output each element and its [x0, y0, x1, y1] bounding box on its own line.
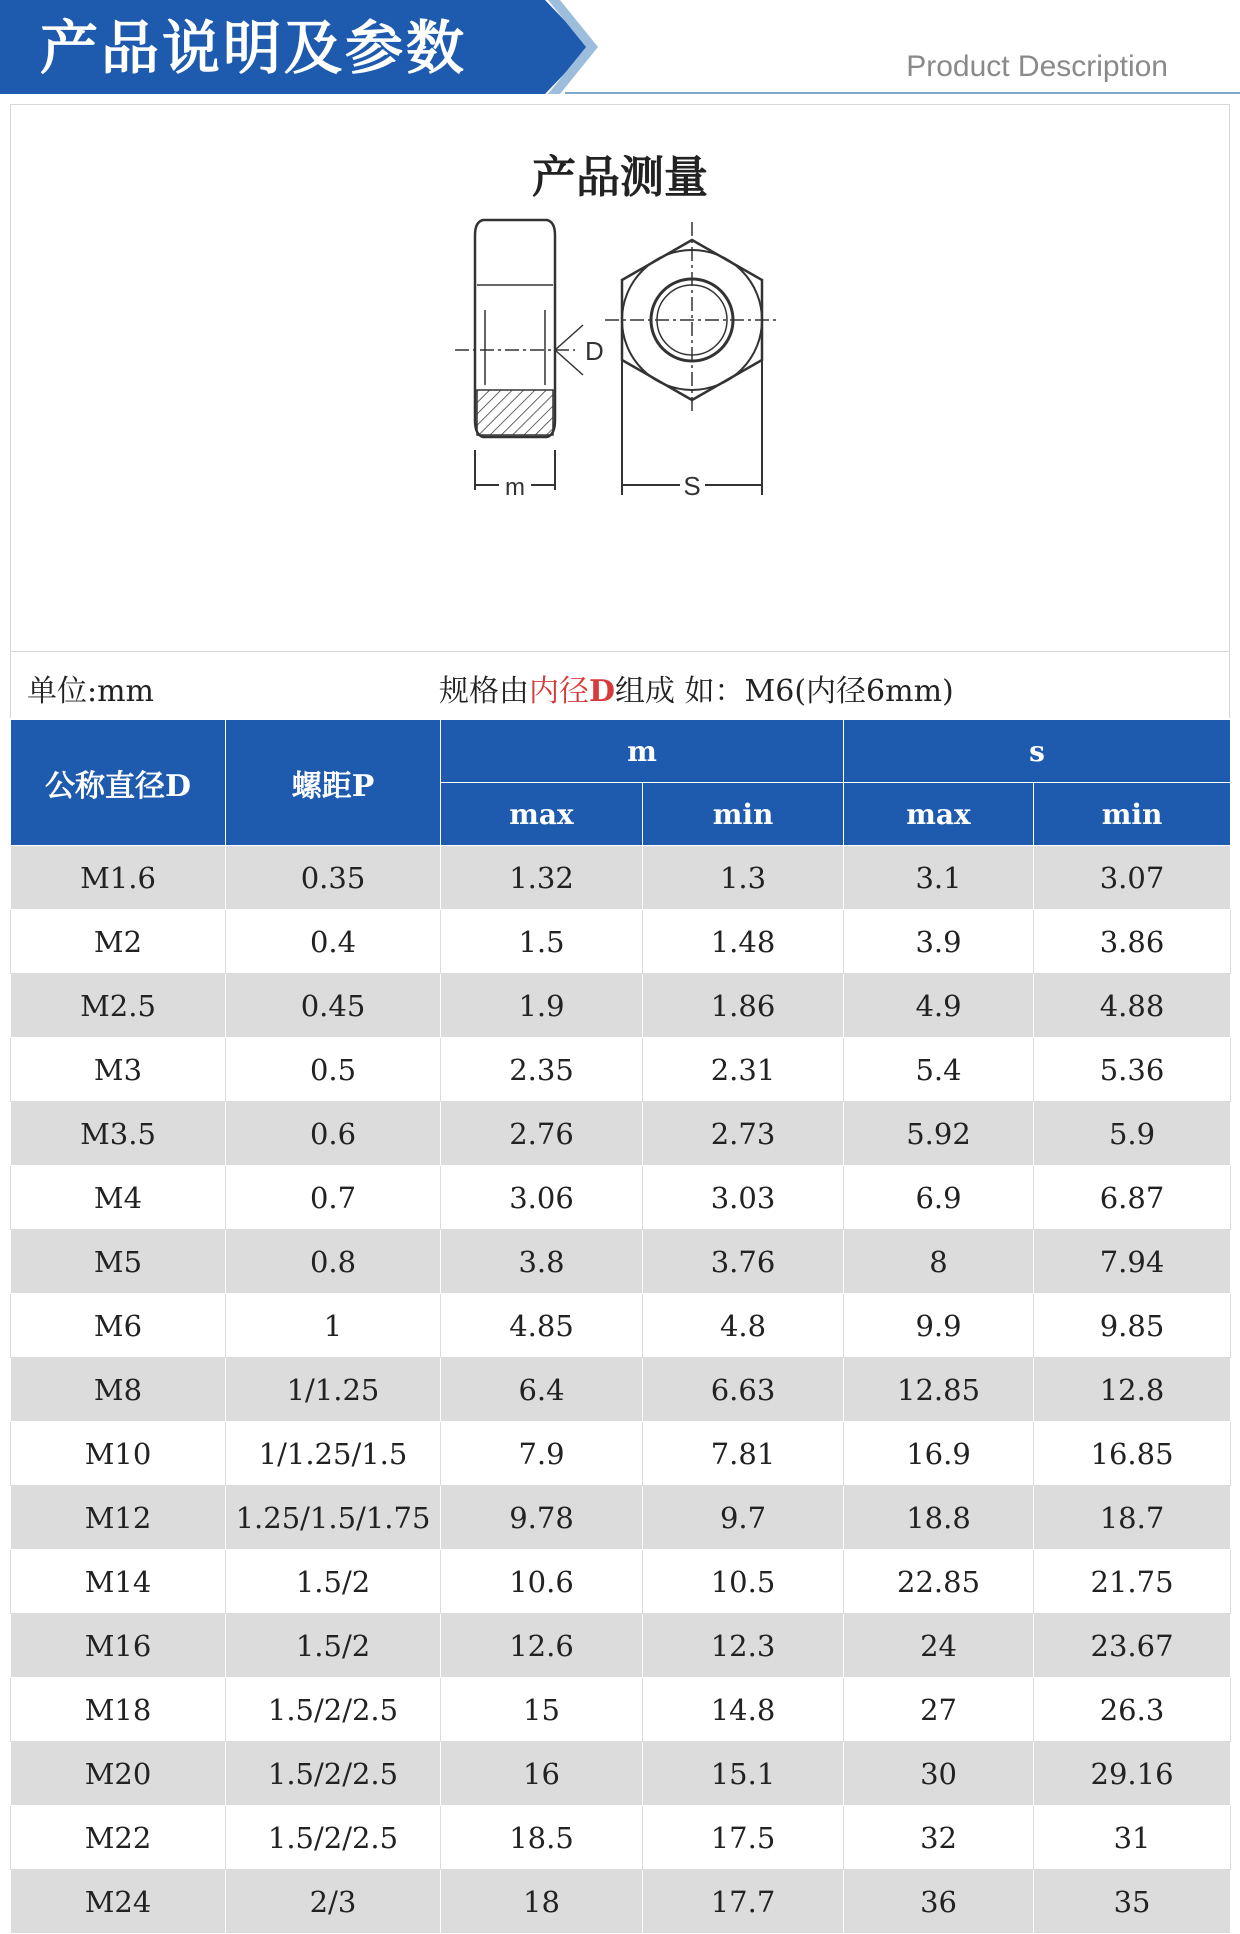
cell-m-max: 2.35	[441, 1038, 643, 1102]
cell-nominal: M2.5	[11, 974, 226, 1038]
cell-s-max: 5.92	[844, 1102, 1034, 1166]
table-row	[11, 910, 1231, 974]
cell-s-min: 5.36	[1034, 1038, 1231, 1102]
cell-m-max: 4.85	[441, 1294, 643, 1358]
unit-label: 单位:mm	[27, 674, 155, 709]
cell-m-min: 17.5	[643, 1806, 844, 1870]
cell-m-min: 3.03	[643, 1166, 844, 1230]
cell-m-min: 1.48	[643, 910, 844, 974]
cell-m-min: 3.76	[643, 1230, 844, 1294]
cell-s-min: 6.87	[1034, 1166, 1231, 1230]
cell-s-min: 3.07	[1034, 846, 1231, 910]
cell-nominal: M2	[11, 910, 226, 974]
cell-m-min: 2.31	[643, 1038, 844, 1102]
cell-s-max: 36	[844, 1870, 1034, 1934]
cell-nominal: M18	[11, 1678, 226, 1742]
cell-s-max: 16.9	[844, 1422, 1034, 1486]
measurement-title: 产品测量	[532, 152, 708, 203]
header-m-min: min	[643, 783, 844, 846]
cell-pitch: 1/1.25/1.5	[226, 1422, 441, 1486]
dimension-label-d: D	[585, 336, 604, 366]
cell-s-max: 30	[844, 1742, 1034, 1806]
cell-nominal: M3.5	[11, 1102, 226, 1166]
cell-pitch: 0.5	[226, 1038, 441, 1102]
cell-m-max: 1.9	[441, 974, 643, 1038]
spec-table	[10, 719, 1231, 1934]
cell-s-max: 9.9	[844, 1294, 1034, 1358]
cell-m-max: 1.5	[441, 910, 643, 974]
cell-s-min: 9.85	[1034, 1294, 1231, 1358]
table-row	[11, 974, 1231, 1038]
cell-pitch: 0.6	[226, 1102, 441, 1166]
cell-nominal: M14	[11, 1550, 226, 1614]
cell-s-max: 32	[844, 1806, 1034, 1870]
cell-nominal: M4	[11, 1166, 226, 1230]
cell-s-min: 23.67	[1034, 1614, 1231, 1678]
table-row	[11, 1102, 1231, 1166]
table-row	[11, 1422, 1231, 1486]
cell-s-min: 7.94	[1034, 1230, 1231, 1294]
cell-pitch: 1.5/2/2.5	[226, 1806, 441, 1870]
table-row	[11, 1806, 1231, 1870]
header-m-max: max	[441, 783, 643, 846]
cell-s-min: 29.16	[1034, 1742, 1231, 1806]
cell-s-max: 4.9	[844, 974, 1034, 1038]
cell-m-max: 6.4	[441, 1358, 643, 1422]
cell-m-max: 3.8	[441, 1230, 643, 1294]
cell-s-min: 12.8	[1034, 1358, 1231, 1422]
header-s-max: max	[844, 783, 1034, 846]
cell-m-min: 9.7	[643, 1486, 844, 1550]
cell-m-min: 6.63	[643, 1358, 844, 1422]
spec-note	[439, 666, 954, 710]
table-row	[11, 1614, 1231, 1678]
cell-pitch: 0.8	[226, 1230, 441, 1294]
dimension-label-m: m	[505, 474, 525, 501]
cell-s-max: 5.4	[844, 1038, 1034, 1102]
cell-s-max: 22.85	[844, 1550, 1034, 1614]
cell-m-min: 15.1	[643, 1742, 844, 1806]
table-row	[11, 1550, 1231, 1614]
cell-m-min: 12.3	[643, 1614, 844, 1678]
cell-s-min: 4.88	[1034, 974, 1231, 1038]
table-row	[11, 1294, 1231, 1358]
cell-m-min: 1.86	[643, 974, 844, 1038]
cell-m-max: 18	[441, 1870, 643, 1934]
cell-s-max: 12.85	[844, 1358, 1034, 1422]
nut-side-view	[455, 220, 583, 490]
cell-pitch: 0.35	[226, 846, 441, 910]
info-row	[10, 652, 1230, 718]
cell-s-max: 3.9	[844, 910, 1034, 974]
table-row	[11, 1742, 1231, 1806]
cell-s-max: 8	[844, 1230, 1034, 1294]
cell-nominal: M8	[11, 1358, 226, 1422]
cell-m-max: 16	[441, 1742, 643, 1806]
cell-m-min: 17.7	[643, 1870, 844, 1934]
cell-pitch: 1.5/2/2.5	[226, 1678, 441, 1742]
cell-nominal: M5	[11, 1230, 226, 1294]
cell-s-max: 3.1	[844, 846, 1034, 910]
spec-suffix: 组成 如：M6(内径6mm)	[615, 674, 954, 709]
cell-s-max: 24	[844, 1614, 1034, 1678]
cell-nominal: M6	[11, 1294, 226, 1358]
cell-s-min: 26.3	[1034, 1678, 1231, 1742]
header-divider	[565, 92, 1240, 94]
cell-s-max: 18.8	[844, 1486, 1034, 1550]
cell-m-min: 2.73	[643, 1102, 844, 1166]
cell-m-max: 18.5	[441, 1806, 643, 1870]
cell-pitch: 1.5/2/2.5	[226, 1742, 441, 1806]
header-nominal-diameter: 公称直径D	[11, 720, 226, 846]
cell-pitch: 1.25/1.5/1.75	[226, 1486, 441, 1550]
cell-m-min: 7.81	[643, 1422, 844, 1486]
cell-m-min: 14.8	[643, 1678, 844, 1742]
cell-nominal: M20	[11, 1742, 226, 1806]
cell-pitch: 0.7	[226, 1166, 441, 1230]
cell-s-max: 27	[844, 1678, 1034, 1742]
page-subtitle: Product Description	[906, 50, 1168, 83]
spec-prefix: 规格由	[439, 674, 529, 709]
cell-s-min: 31	[1034, 1806, 1231, 1870]
cell-nominal: M1.6	[11, 846, 226, 910]
cell-m-min: 4.8	[643, 1294, 844, 1358]
cell-pitch: 0.4	[226, 910, 441, 974]
cell-nominal: M16	[11, 1614, 226, 1678]
table-row	[11, 1038, 1231, 1102]
cell-nominal: M24	[11, 1870, 226, 1934]
header-banner	[0, 0, 1240, 96]
cell-pitch: 1.5/2	[226, 1614, 441, 1678]
cell-s-min: 35	[1034, 1870, 1231, 1934]
cell-s-min: 3.86	[1034, 910, 1231, 974]
table-row	[11, 846, 1231, 910]
spec-highlight-bold: D	[589, 674, 616, 709]
cell-nominal: M12	[11, 1486, 226, 1550]
page-title: 产品说明及参数	[40, 14, 468, 82]
nut-front-view	[605, 222, 780, 495]
hex-nut-diagram	[435, 150, 855, 570]
cell-pitch: 1.5/2	[226, 1550, 441, 1614]
table-row	[11, 1230, 1231, 1294]
cell-m-max: 3.06	[441, 1166, 643, 1230]
table-row	[11, 1870, 1231, 1934]
cell-nominal: M22	[11, 1806, 226, 1870]
cell-m-max: 15	[441, 1678, 643, 1742]
cell-m-max: 9.78	[441, 1486, 643, 1550]
cell-nominal: M3	[11, 1038, 226, 1102]
dimension-label-s: S	[683, 471, 701, 501]
cell-s-min: 21.75	[1034, 1550, 1231, 1614]
cell-pitch: 1	[226, 1294, 441, 1358]
cell-pitch: 0.45	[226, 974, 441, 1038]
cell-pitch: 2/3	[226, 1870, 441, 1934]
table-row	[11, 1166, 1231, 1230]
cell-m-min: 1.3	[643, 846, 844, 910]
header-s-min: min	[1034, 783, 1231, 846]
cell-s-min: 18.7	[1034, 1486, 1231, 1550]
header-s: s	[844, 720, 1231, 783]
cell-nominal: M10	[11, 1422, 226, 1486]
header-pitch: 螺距P	[226, 720, 441, 846]
cell-m-max: 2.76	[441, 1102, 643, 1166]
cell-s-min: 16.85	[1034, 1422, 1231, 1486]
cell-pitch: 1/1.25	[226, 1358, 441, 1422]
table-row	[11, 1358, 1231, 1422]
cell-m-max: 10.6	[441, 1550, 643, 1614]
spec-highlight: 内径	[529, 674, 589, 709]
table-row	[11, 1678, 1231, 1742]
spec-table-body	[11, 846, 1231, 1934]
cell-m-max: 7.9	[441, 1422, 643, 1486]
cell-s-max: 6.9	[844, 1166, 1034, 1230]
cell-m-min: 10.5	[643, 1550, 844, 1614]
cell-m-max: 1.32	[441, 846, 643, 910]
cell-s-min: 5.9	[1034, 1102, 1231, 1166]
cell-m-max: 12.6	[441, 1614, 643, 1678]
header-m: m	[441, 720, 844, 783]
table-row	[11, 1486, 1231, 1550]
